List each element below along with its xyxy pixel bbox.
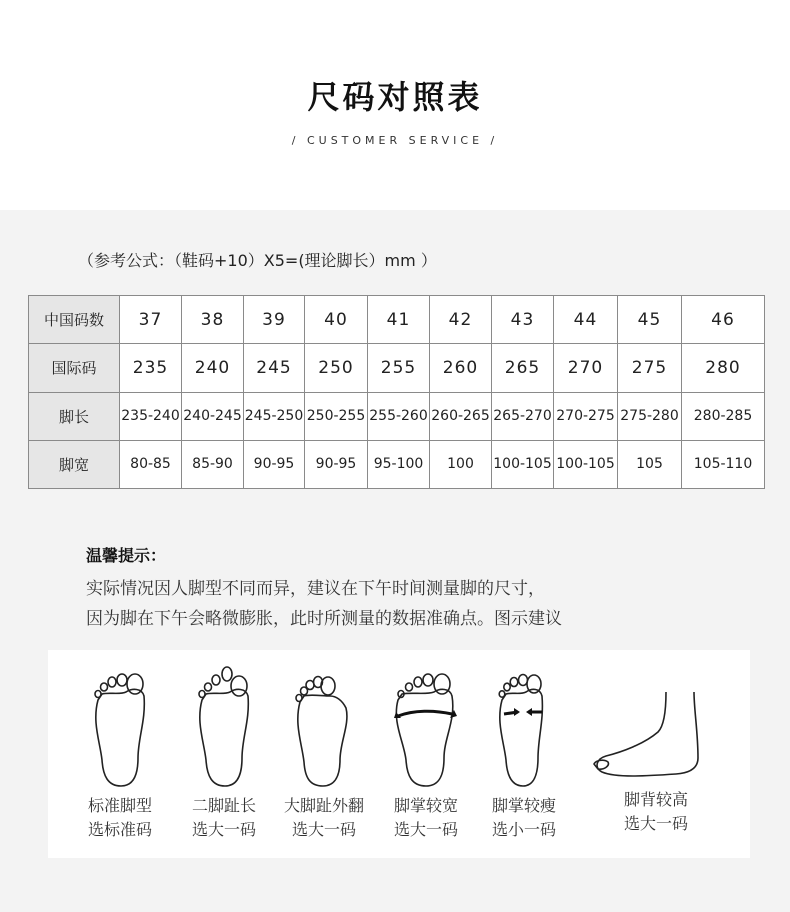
- table-cell: 80-85: [120, 440, 182, 488]
- tips-title: 温馨提示：: [86, 546, 167, 565]
- table-cell: 255: [368, 344, 430, 392]
- table-cell: 260-265: [430, 392, 492, 440]
- table-cell: 42: [430, 296, 492, 344]
- table-row: [29, 392, 765, 440]
- table-cell: 280: [682, 344, 765, 392]
- table-cell: 100-105: [492, 440, 554, 488]
- formula-text: （参考公式：（鞋码+10）X5=(理论脚长）mm ）: [78, 251, 437, 270]
- long-second-toe-foot-icon: [190, 662, 260, 790]
- table-cell: 245-250: [244, 392, 305, 440]
- table-cell: 90-95: [244, 440, 305, 488]
- table-cell: 235-240: [120, 392, 182, 440]
- table-cell: 255-260: [368, 392, 430, 440]
- table-cell: 240: [182, 344, 244, 392]
- table-cell: 250-255: [305, 392, 368, 440]
- table-cell: 280-285: [682, 392, 765, 440]
- table-row: [29, 344, 765, 392]
- size-table: [28, 295, 765, 489]
- row-header: 脚宽: [29, 440, 120, 488]
- table-cell: 45: [618, 296, 682, 344]
- foot-label: 二脚趾长 选大一码: [191, 796, 256, 839]
- table-cell: 105-110: [682, 440, 765, 488]
- foot-label: 标准脚型 选标准码: [87, 796, 152, 839]
- foot-label: 脚背较高 选大一码: [623, 790, 688, 833]
- table-cell: 41: [368, 296, 430, 344]
- table-cell: 260: [430, 344, 492, 392]
- tips-line-2: 因为脚在下午会略微膨胀，此时所测量的数据准确点。图示建议: [86, 609, 562, 629]
- row-header: 中国码数: [29, 296, 120, 344]
- table-cell: 43: [492, 296, 554, 344]
- table-cell: 270: [554, 344, 618, 392]
- table-cell: 240-245: [182, 392, 244, 440]
- table-cell: 265-270: [492, 392, 554, 440]
- foot-label: 脚掌较宽 选大一码: [393, 796, 458, 839]
- table-cell: 245: [244, 344, 305, 392]
- table-cell: 100: [430, 440, 492, 488]
- table-cell: 100-105: [554, 440, 618, 488]
- row-header: 脚长: [29, 392, 120, 440]
- narrow-forefoot-icon: [488, 662, 558, 790]
- table-cell: 38: [182, 296, 244, 344]
- table-cell: 275-280: [618, 392, 682, 440]
- foot-label: 大脚趾外翻 选大一码: [283, 796, 364, 839]
- page-title: 尺码对照表: [307, 78, 483, 116]
- table-cell: 265: [492, 344, 554, 392]
- foot-types-box: [48, 650, 750, 858]
- table-cell: 90-95: [305, 440, 368, 488]
- tips-line-1: 实际情况因人脚型不同而异，建议在下午时间测量脚的尺寸，: [86, 579, 545, 599]
- table-cell: 95-100: [368, 440, 430, 488]
- table-cell: 37: [120, 296, 182, 344]
- table-cell: 44: [554, 296, 618, 344]
- table-cell: 235: [120, 344, 182, 392]
- standard-foot-icon: [86, 662, 156, 790]
- table-cell: 275: [618, 344, 682, 392]
- table-cell: 39: [244, 296, 305, 344]
- bunion-foot-icon: [288, 662, 358, 790]
- table-cell: 85-90: [182, 440, 244, 488]
- table-cell: 40: [305, 296, 368, 344]
- table-row: [29, 296, 765, 344]
- foot-label: 脚掌较瘦 选小一码: [491, 796, 556, 839]
- table-row: [29, 440, 765, 488]
- high-instep-foot-icon: [586, 662, 706, 790]
- page-subtitle: / CUSTOMER SERVICE /: [291, 134, 499, 147]
- table-cell: 46: [682, 296, 765, 344]
- table-cell: 270-275: [554, 392, 618, 440]
- row-header: 国际码: [29, 344, 120, 392]
- table-cell: 105: [618, 440, 682, 488]
- wide-forefoot-icon: [390, 662, 462, 790]
- table-cell: 250: [305, 344, 368, 392]
